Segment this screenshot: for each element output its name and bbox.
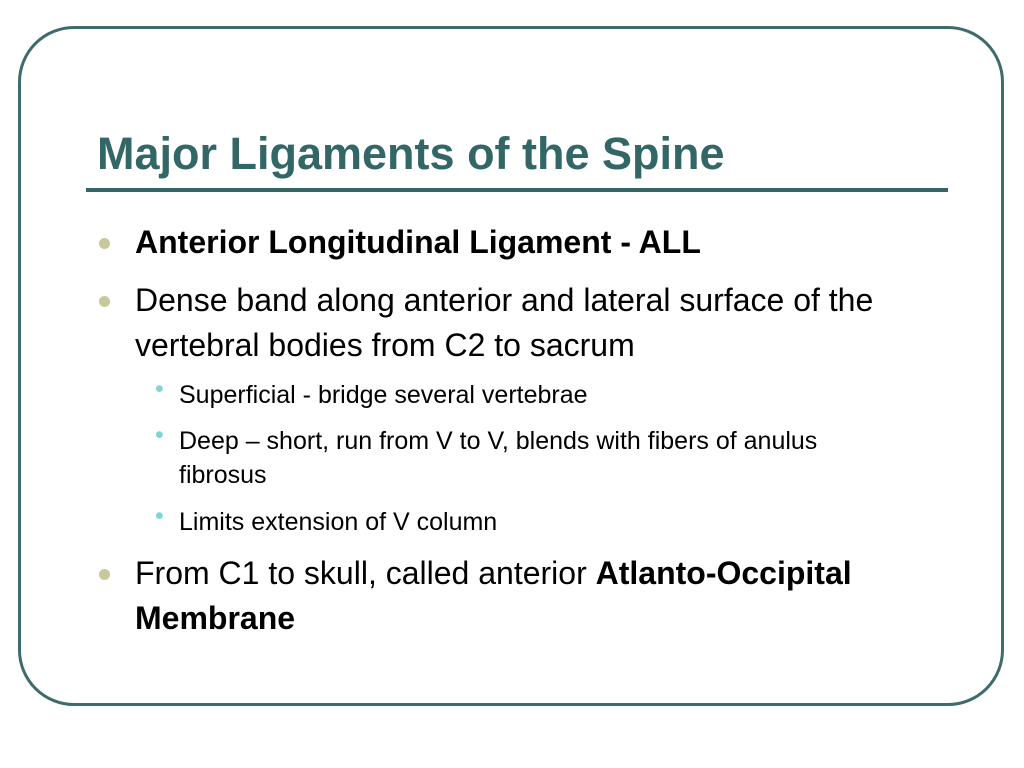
sub-bullet-text: Superficial - bridge several vertebrae bbox=[179, 381, 588, 409]
sub-bullet-item bbox=[155, 421, 899, 492]
sub-bullet-item bbox=[155, 502, 919, 539]
bullet-text: Anterior Longitudinal Ligament - ALL bbox=[135, 224, 701, 260]
sub-bullet-text: Limits extension of V column bbox=[179, 508, 498, 536]
bullet-item bbox=[135, 551, 935, 641]
bullet-dot-icon bbox=[99, 296, 110, 307]
bullet-item bbox=[135, 278, 935, 368]
bullet-text: Dense band along anterior and lateral surface of the vertebral bodies from C2 to sacrum bbox=[135, 282, 874, 363]
bullet-dot-icon bbox=[99, 238, 110, 249]
bullet-text-bold: Atlanto-Occipital Membrane bbox=[135, 555, 852, 636]
title-underline bbox=[86, 188, 948, 192]
bullet-text: From C1 to skull, called anterior bbox=[135, 555, 596, 591]
slide-title: Major Ligaments of the Spine bbox=[97, 128, 725, 179]
bullet-item bbox=[135, 220, 935, 265]
sub-bullet-text: Deep – short, run from V to V, blends with fibers of anulus fibrosus bbox=[179, 427, 818, 489]
bullet-dot-icon bbox=[99, 569, 110, 580]
sub-bullet-dot-icon: • bbox=[155, 502, 164, 530]
sub-bullet-dot-icon: • bbox=[155, 421, 164, 449]
sub-bullet-dot-icon: • bbox=[155, 375, 164, 403]
sub-bullet-item bbox=[155, 375, 919, 412]
